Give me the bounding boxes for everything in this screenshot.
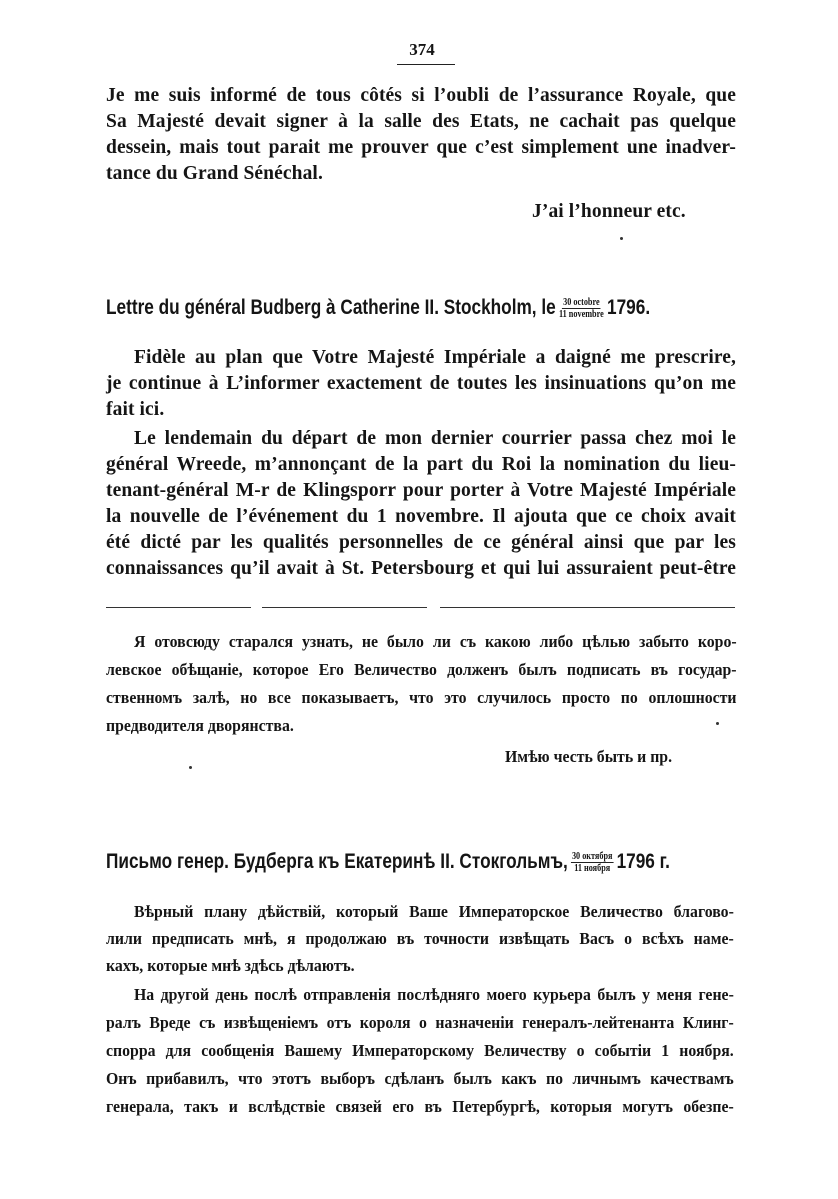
ru-letter2-line-8: генерала, такъ и вслѣдствіе связей его въ Петербургѣ, которыя могутъ обезпе-	[106, 1097, 734, 1116]
ru-letter1-line-3: ственномъ залѣ, но все показываетъ, что это случилось просто по оплошности	[106, 688, 737, 707]
fr-letter2-line-1: Fidèle au plan que Votre Majesté Impériale a daigné me prescrire,	[134, 347, 736, 368]
ru-heading-date-bottom: 11 ноября	[574, 862, 611, 874]
fr-letter1-line-1: Je me suis informé de tous côtés si l’oubli de l’assurance Royale, que	[106, 85, 736, 106]
fr-letter2-line-3: fait ici.	[106, 399, 165, 420]
ru-letter2-line-7: Онъ прибавилъ, что этотъ выборъ сдѣланъ былъ какъ по личнымъ качествамъ	[106, 1069, 734, 1088]
page-number: 374	[409, 40, 435, 59]
ru-letter1-line-1: Я отовсюду старался узнать, не было ли съ какою либо цѣлью забыто коро-	[134, 632, 737, 651]
fr-heading-date-top: 30 octobre	[563, 296, 600, 308]
ru-letter2-line-1: Вѣрный плану дѣйствій, который Ваше Императорское Величество благово-	[134, 902, 734, 921]
fr-letter2-line-8: été dicté par les qualités personnelles de ce général ainsi que par les	[106, 532, 736, 553]
page-number-rule	[397, 64, 455, 65]
ru-heading-year: 1796 г.	[616, 850, 670, 873]
ru-letter2-heading	[106, 850, 670, 874]
fr-heading-date-bottom: 11 novembre	[559, 308, 604, 320]
ru-heading-date	[571, 851, 613, 874]
fr-heading-date	[559, 297, 604, 320]
fr-letter2-line-6: tenant-général M-r de Klingsporr pour porter à Votre Majesté Impériale	[106, 480, 736, 501]
ru-letter2-line-2: лили предписать мнѣ, я продолжаю въ точности извѣщать Васъ о всѣхъ наме-	[106, 929, 734, 948]
fr-letter2-line-2: je continue à L’informer exactement de toutes les insinuations qu’on me	[106, 373, 736, 394]
fr-heading-year: 1796.	[607, 296, 651, 319]
ru-letter1-closing: Имѣю честь быть и пр.	[505, 747, 673, 766]
scan-speck	[620, 237, 623, 240]
scan-speck	[716, 722, 719, 725]
fr-letter1-line-4: tance du Grand Sénéchal.	[106, 163, 323, 184]
fr-letter2-heading	[106, 296, 650, 320]
ru-letter2-line-6: спорра для сообщенія Вашему Императорскому Величеству о событіи 1 ноября.	[106, 1041, 734, 1060]
divider-segment	[106, 607, 251, 608]
fr-letter2-line-9: connaissances qu’il avait à St. Petersbourg et qui lui assuraient peut-être	[106, 558, 736, 579]
ru-letter2-line-5: ралъ Вреде съ извѣщеніемъ отъ короля о назначеніи генералъ-лейтенанта Клинг-	[106, 1013, 734, 1032]
divider-segment	[262, 607, 427, 608]
ru-letter2-line-4: На другой день послѣ отправленія послѣдняго моего курьера былъ у меня гене-	[134, 985, 734, 1004]
fr-letter1-line-3: dessein, mais tout parait me prouver que c’est simplement une inadver-	[106, 137, 736, 158]
scan-speck	[189, 766, 192, 769]
ru-heading-text: Письмо генер. Будберга къ Екатеринѣ II. Стокгольмъ,	[106, 850, 568, 873]
fr-heading-text: Lettre du général Budberg à Catherine II. Stockholm, le	[106, 296, 556, 319]
ru-letter1-line-4: предводителя дворянства.	[106, 716, 294, 735]
fr-letter2-line-7: la nouvelle de l’événement du 1 novembre. Il ajouta que ce choix avait	[106, 506, 736, 527]
divider-segment	[440, 607, 735, 608]
fr-letter1-line-2: Sa Majesté devait signer à la salle des Etats, ne cachait pas quelque	[106, 111, 736, 132]
fr-letter1-closing: J’ai l’honneur etc.	[532, 201, 686, 222]
ru-letter1-line-2: левское обѣщаніе, которое Его Величество долженъ былъ подписать въ государ-	[106, 660, 737, 679]
ru-heading-date-top: 30 октября	[571, 850, 613, 862]
fr-letter2-line-5: général Wreede, m’annonçant de la part du Roi la nomination du lieu-	[106, 454, 736, 475]
ru-letter2-line-3: кахъ, которые мнѣ здѣсь дѣлаютъ.	[106, 956, 355, 975]
fr-letter2-line-4: Le lendemain du départ de mon dernier courrier passa chez moi le	[134, 428, 736, 449]
